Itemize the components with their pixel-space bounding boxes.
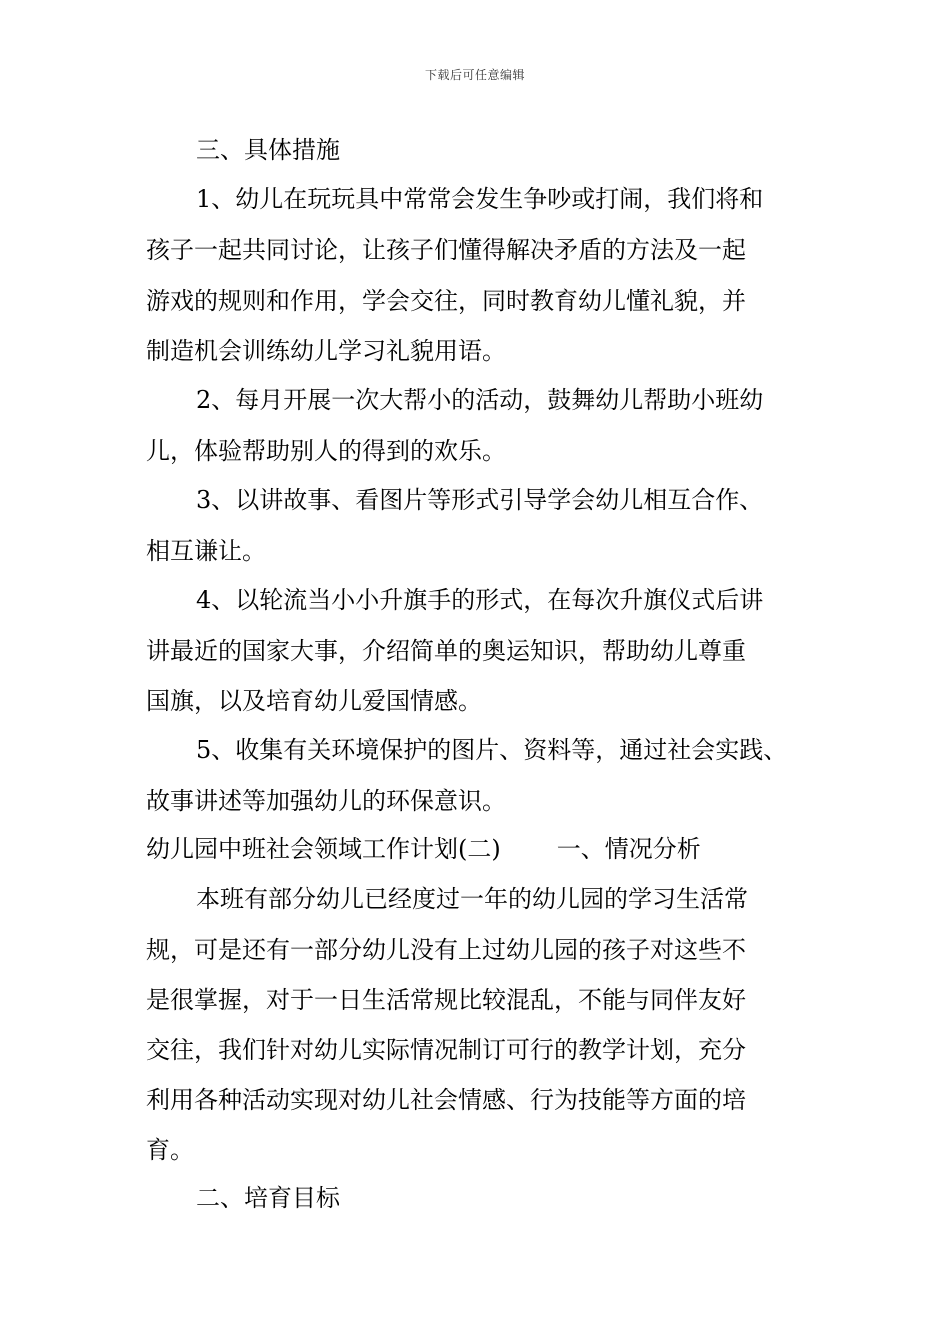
paragraph-line: 制造机会训练幼儿学习礼貌用语。 (146, 337, 506, 365)
document-title-line (146, 834, 701, 864)
paragraph-line: 孩子一起共同讨论，让孩子们懂得解决矛盾的方法及一起 (146, 236, 746, 264)
document-title: 幼儿园中班社会领域工作计划(二) (146, 835, 501, 863)
paragraph-line: 2、每月开展一次大帮小的活动，鼓舞幼儿帮助小班幼 (196, 386, 764, 414)
section-heading-goals: 二、培育目标 (196, 1184, 340, 1212)
paragraph-line: 3、以讲故事、看图片等形式引导学会幼儿相互合作、 (196, 486, 764, 514)
paragraph-line: 讲最近的国家大事，介绍简单的奥运知识，帮助幼儿尊重 (146, 637, 746, 665)
paragraph-line: 儿，体验帮助别人的得到的欢乐。 (146, 437, 506, 465)
paragraph-line: 故事讲述等加强幼儿的环保意识。 (146, 787, 506, 815)
paragraph-line: 利用各种活动实现对幼儿社会情感、行为技能等方面的培 (146, 1086, 746, 1114)
paragraph-line: 交往，我们针对幼儿实际情况制订可行的教学计划，充分 (146, 1036, 746, 1064)
section-heading-measures: 三、具体措施 (196, 136, 340, 164)
paragraph-line: 1、幼儿在玩玩具中常常会发生争吵或打闹，我们将和 (196, 185, 764, 213)
paragraph-line: 本班有部分幼儿已经度过一年的幼儿园的学习生活常 (196, 885, 748, 913)
paragraph-line: 相互谦让。 (146, 537, 266, 565)
paragraph-line: 游戏的规则和作用，学会交往，同时教育幼儿懂礼貌，并 (146, 287, 746, 315)
section-heading-analysis: 一、情况分析 (556, 835, 701, 863)
paragraph-line: 国旗，以及培育幼儿爱国情感。 (146, 687, 482, 715)
paragraph-line: 5、收集有关环境保护的图片、资料等，通过社会实践、 (196, 736, 788, 764)
paragraph-line: 是很掌握，对于一日生活常规比较混乱，不能与同伴友好 (146, 986, 746, 1014)
paragraph-line: 育。 (146, 1136, 194, 1164)
paragraph-line: 4、以轮流当小小升旗手的形式，在每次升旗仪式后讲 (196, 586, 764, 614)
header-note: 下载后可任意编辑 (424, 68, 525, 82)
paragraph-line: 规，可是还有一部分幼儿没有上过幼儿园的孩子对这些不 (146, 936, 746, 964)
